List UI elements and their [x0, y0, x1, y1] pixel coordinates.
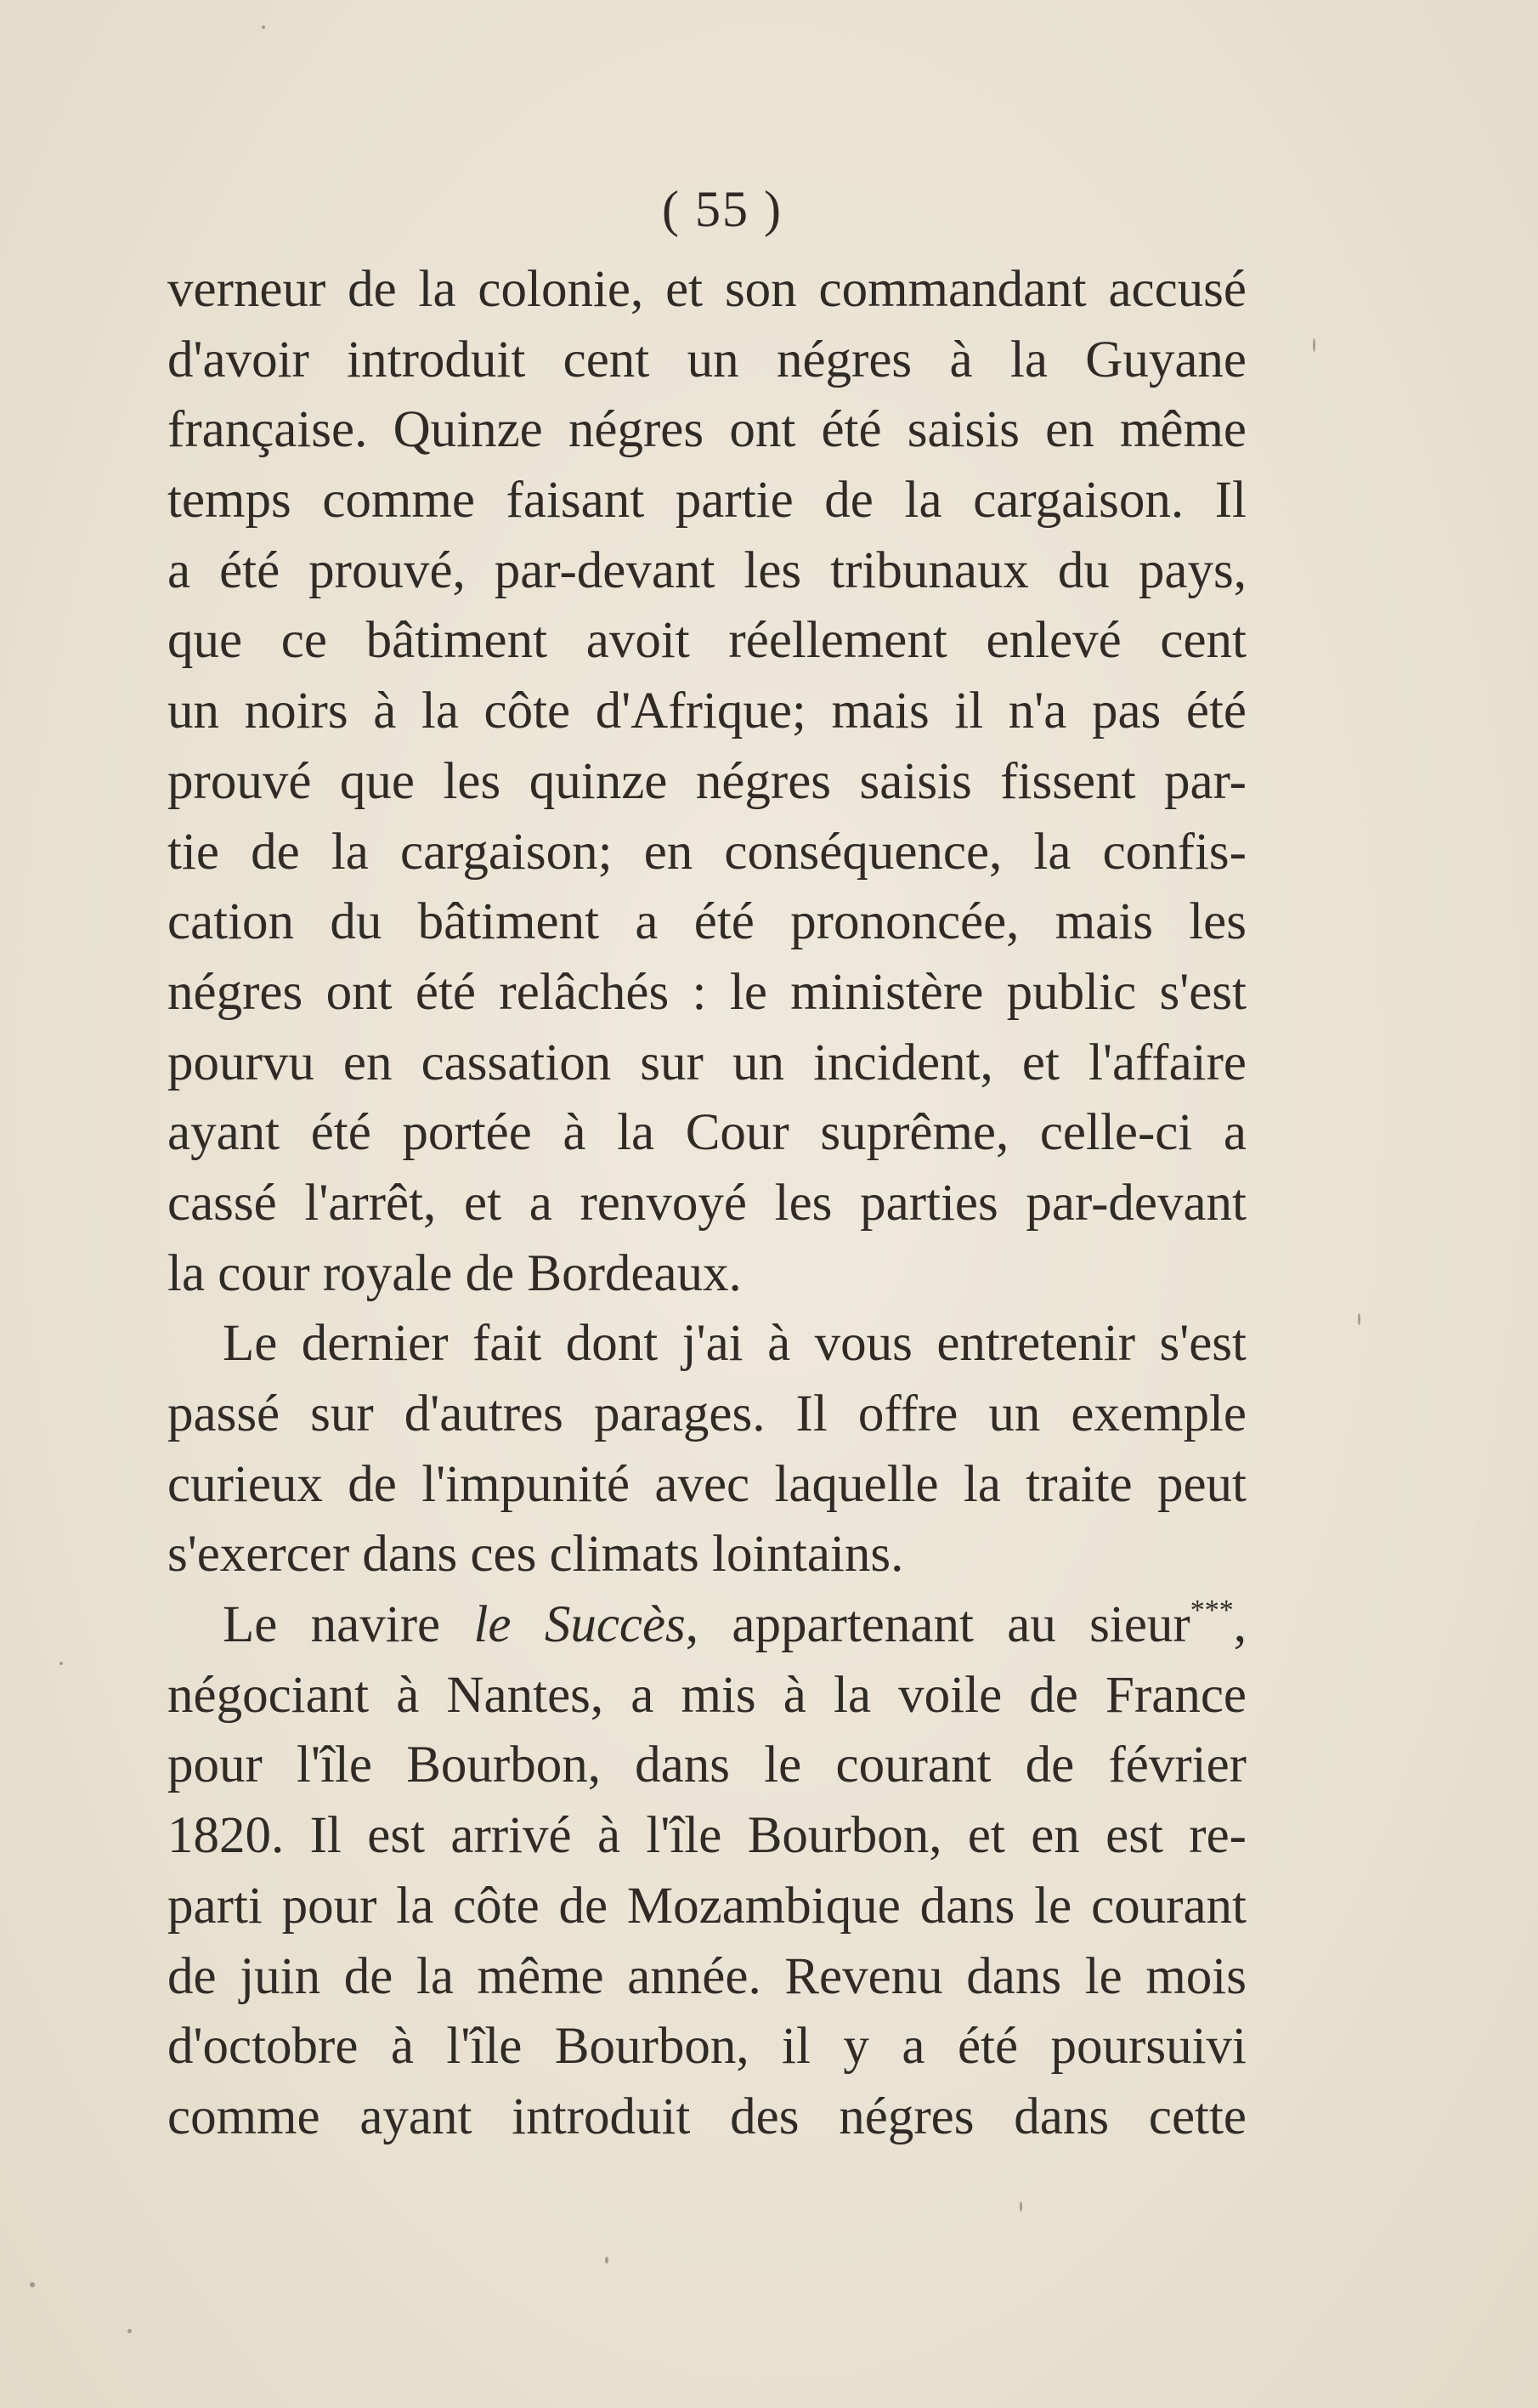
text-line: s'exercer dans ces climats lointains. [167, 1526, 904, 1584]
paper-speck [605, 2257, 608, 2264]
text-line: Le dernier fait dont j'ai à vous entretenir s'est [223, 1315, 1247, 1373]
text-line: française. Quinze négres ont été saisis en même [167, 401, 1247, 459]
asterisks-superscript: *** [1190, 1595, 1234, 1627]
text-line: négociant à Nantes, a mis à la voile de France [167, 1666, 1247, 1724]
paper-speck [1358, 1313, 1360, 1325]
paper-speck [127, 2329, 132, 2333]
text-line: cation du bâtiment a été prononcée, mais les [167, 893, 1247, 951]
text-line: pourvu en cassation sur un incident, et l'affaire [167, 1034, 1247, 1091]
text-line: curieux de l'impunité avec laquelle la traite peut [167, 1455, 1247, 1513]
text-line: d'octobre à l'île Bourbon, il y a été poursuivi [167, 2018, 1247, 2076]
text-fragment: , appartenant au sieur [685, 1596, 1190, 1654]
text-line: un noirs à la côte d'Afrique; mais il n'a pas été [167, 683, 1247, 740]
text-line: que ce bâtiment avoit réellement enlevé cent [167, 612, 1247, 670]
text-line: d'avoir introduit cent un négres à la Guyane [167, 331, 1247, 388]
text-line: a été prouvé, par-devant les tribunaux du pays, [167, 541, 1247, 599]
paper-speck [1020, 2201, 1022, 2212]
text-line: 1820. Il est arrivé à l'île Bourbon, et en est re- [167, 1807, 1247, 1865]
text-line: négres ont été relâchés : le ministère public s'est [167, 963, 1247, 1021]
text-line: passé sur d'autres parages. Il offre un exemple [167, 1385, 1247, 1442]
text-line: pour l'île Bourbon, dans le courant de février [167, 1737, 1247, 1794]
text-fragment: Le navire [223, 1596, 474, 1654]
text-line: parti pour la côte de Mozambique dans le courant [167, 1877, 1247, 1935]
text-fragment: , [1233, 1596, 1247, 1654]
text-line: tie de la cargaison; en conséquence, la confis- [167, 823, 1247, 881]
text-line: la cour royale de Bordeaux. [167, 1244, 742, 1302]
paper-speck [1313, 338, 1315, 352]
ship-name: le Succès [473, 1596, 686, 1654]
text-line: de juin de la même année. Revenu dans le mois [167, 1947, 1247, 2005]
paper-speck [262, 25, 265, 29]
paper-speck [30, 2282, 35, 2287]
body-text [167, 255, 1247, 2153]
text-line: verneur de la colonie, et son commandant accusé [167, 261, 1247, 318]
page-number: ( 55 ) [662, 181, 783, 237]
text-line: comme ayant introduit des négres dans cette [167, 2088, 1247, 2145]
text-line: prouvé que les quinze négres saisis fissent par- [167, 752, 1247, 810]
text-line: ayant été portée à la Cour suprême, celle-ci a [167, 1104, 1247, 1162]
paper-speck [59, 1662, 63, 1665]
text-line-navire [167, 1590, 1247, 1661]
text-line: cassé l'arrêt, et a renvoyé les parties par-devant [167, 1174, 1247, 1232]
text-line: temps comme faisant partie de la cargaison. Il [167, 472, 1247, 530]
